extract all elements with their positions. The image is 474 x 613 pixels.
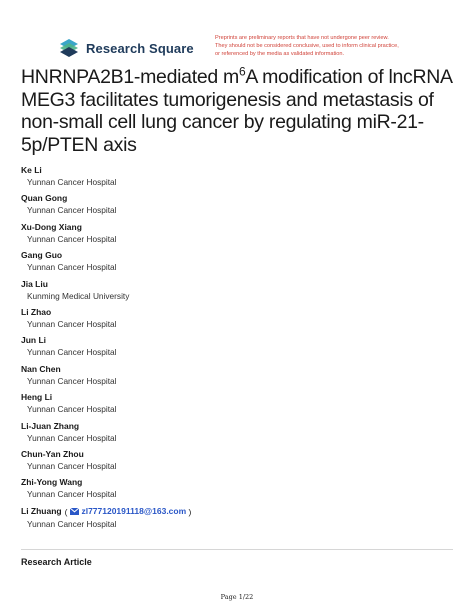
- author-entry: [21, 335, 461, 363]
- author-name[interactable]: Heng Li: [21, 392, 53, 403]
- preprint-disclaimer: [215, 34, 445, 58]
- author-entry: [21, 279, 461, 307]
- author-affiliation: Yunnan Cancer Hospital: [27, 489, 117, 500]
- author-affiliation: Yunnan Cancer Hospital: [27, 404, 117, 415]
- author-name[interactable]: Li Zhuang: [21, 506, 62, 517]
- author-name[interactable]: Quan Gong: [21, 193, 68, 204]
- author-name[interactable]: Ke Li: [21, 165, 42, 175]
- author-entry: [21, 421, 461, 449]
- author-name[interactable]: Gang Guo: [21, 250, 63, 261]
- author-list: [21, 165, 461, 534]
- author-affiliation: Yunnan Cancer Hospital: [27, 233, 117, 244]
- article-type: Research Article: [21, 557, 92, 567]
- author-entry: [21, 506, 461, 534]
- author-entry: [21, 307, 461, 335]
- author-affiliation: Yunnan Cancer Hospital: [27, 262, 117, 273]
- author-entry: [21, 250, 461, 278]
- author-name[interactable]: Nan Chen: [21, 363, 61, 374]
- author-name[interactable]: Chun-Yan Zhou: [21, 448, 84, 459]
- author-entry: [21, 449, 461, 477]
- author-affiliation: Kunming Medical University: [27, 290, 130, 301]
- title-superscript: 6: [238, 64, 246, 79]
- author-name[interactable]: Jia Liu: [21, 278, 48, 289]
- disclaimer-line: Preprints are preliminary reports that have not undergone peer review.: [215, 35, 389, 41]
- author-affiliation: Yunnan Cancer Hospital: [27, 432, 117, 443]
- author-affiliation: Yunnan Cancer Hospital: [27, 205, 117, 216]
- author-affiliation: Yunnan Cancer Hospital: [27, 518, 117, 529]
- author-affiliation: Yunnan Cancer Hospital: [27, 177, 117, 187]
- author-entry: [21, 364, 461, 392]
- author-name[interactable]: Li-Juan Zhang: [21, 420, 80, 431]
- section-divider: [21, 549, 453, 550]
- author-affiliation: Yunnan Cancer Hospital: [27, 375, 117, 386]
- author-name[interactable]: Li Zhao: [21, 306, 52, 317]
- research-square-logo[interactable]: [58, 37, 194, 59]
- author-entry: [21, 165, 461, 193]
- logo-text: Research Square: [86, 40, 194, 56]
- author-affiliation: Yunnan Cancer Hospital: [27, 318, 117, 329]
- research-square-logo-icon: [58, 37, 80, 59]
- email-wrapper: ( zl777120191118@163.com ): [64, 505, 192, 517]
- author-affiliation: Yunnan Cancer Hospital: [27, 347, 117, 358]
- author-name[interactable]: Xu-Dong Xiang: [21, 221, 82, 232]
- title-part: HNRNPA2B1-mediated m: [21, 66, 239, 88]
- author-entry: [21, 392, 461, 420]
- paper-title: [21, 66, 461, 156]
- page-number: Page 1/22: [220, 593, 254, 601]
- email-link[interactable]: [67, 506, 186, 517]
- author-entry: [21, 477, 461, 505]
- disclaimer-line: or referenced by the media as validated information.: [215, 51, 345, 57]
- disclaimer-line: They should not be considered conclusive, used to inform clinical practice,: [215, 43, 399, 49]
- title-part: A modification of lncRNA MEG3 facilitates tumorigenesis and metastasis of non-small cell lung cancer by regulating miR-21-5p/PTEN axis: [21, 66, 452, 156]
- envelope-icon: [70, 508, 79, 515]
- author-entry: [21, 193, 461, 221]
- email-address: zl777120191118@163.com: [81, 505, 187, 516]
- author-name-row: [21, 506, 461, 518]
- author-name[interactable]: Zhi-Yong Wang: [21, 477, 83, 488]
- author-entry: [21, 222, 461, 250]
- author-affiliation: Yunnan Cancer Hospital: [27, 460, 117, 471]
- author-name[interactable]: Jun Li: [21, 335, 47, 346]
